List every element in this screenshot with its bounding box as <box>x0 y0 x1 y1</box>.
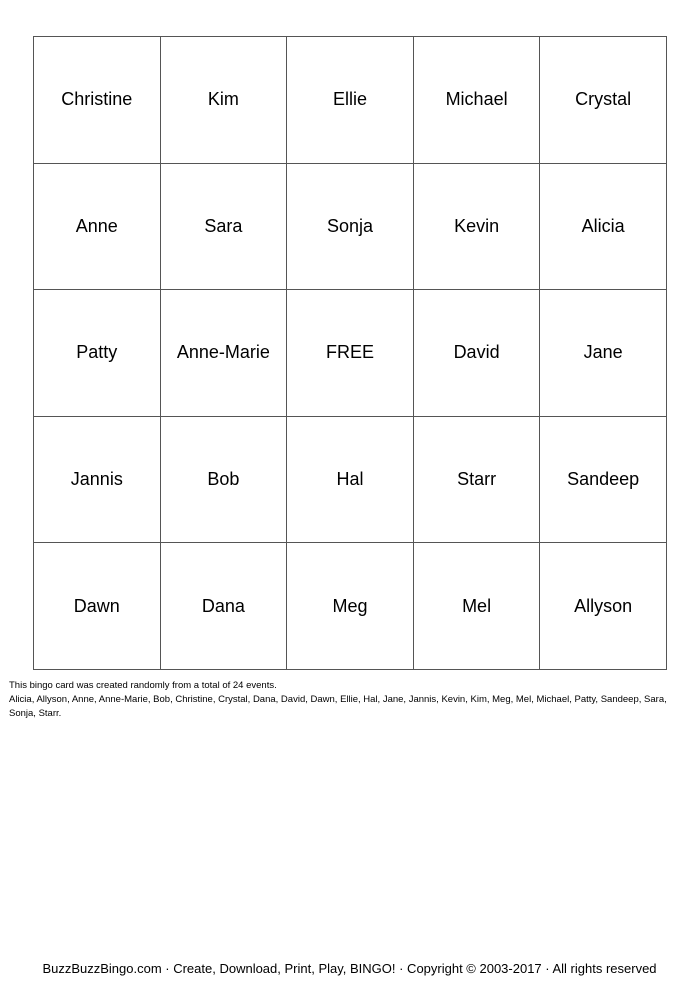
bingo-cell: Alicia <box>540 163 667 290</box>
bingo-row <box>34 543 667 670</box>
bingo-cell: Ellie <box>287 37 414 164</box>
bingo-cell: Patty <box>34 290 161 417</box>
bingo-cell: Jannis <box>34 416 161 543</box>
bingo-row <box>34 290 667 417</box>
bingo-cell: Mel <box>413 543 540 670</box>
footer: BuzzBuzzBingo.com · Create, Download, Print, Play, BINGO! · Copyright © 2003-2017 · All rights reserved <box>42 961 657 976</box>
bingo-cell: Crystal <box>540 37 667 164</box>
bingo-cell: Bob <box>160 416 287 543</box>
bingo-free-cell: FREE <box>287 290 414 417</box>
bingo-cell: Michael <box>413 37 540 164</box>
bingo-row <box>34 163 667 290</box>
note-summary: This bingo card was created randomly from a total of 24 events. <box>9 680 277 691</box>
bingo-cell: Sandeep <box>540 416 667 543</box>
bingo-card <box>33 36 667 670</box>
card-note <box>9 679 679 721</box>
bingo-cell: Meg <box>287 543 414 670</box>
bingo-cell: Kim <box>160 37 287 164</box>
note-event-list: Alicia, Allyson, Anne, Anne-Marie, Bob, Christine, Crystal, Dana, David, Dawn, Ellie, Hal, Jane, Jannis, Kevin, Kim, Meg, Mel, Michael, Patty, Sandeep, Sara, Sonja, Starr. <box>9 694 667 719</box>
bingo-cell: Anne-Marie <box>160 290 287 417</box>
bingo-cell: Anne <box>34 163 161 290</box>
bingo-cell: Dana <box>160 543 287 670</box>
bingo-cell: Sara <box>160 163 287 290</box>
bingo-row <box>34 416 667 543</box>
bingo-cell: Allyson <box>540 543 667 670</box>
bingo-cell: Kevin <box>413 163 540 290</box>
bingo-cell: Jane <box>540 290 667 417</box>
bingo-cell: Hal <box>287 416 414 543</box>
bingo-row <box>34 37 667 164</box>
bingo-cell: Sonja <box>287 163 414 290</box>
bingo-cell: Starr <box>413 416 540 543</box>
bingo-cell: David <box>413 290 540 417</box>
bingo-cell: Christine <box>34 37 161 164</box>
bingo-cell: Dawn <box>34 543 161 670</box>
